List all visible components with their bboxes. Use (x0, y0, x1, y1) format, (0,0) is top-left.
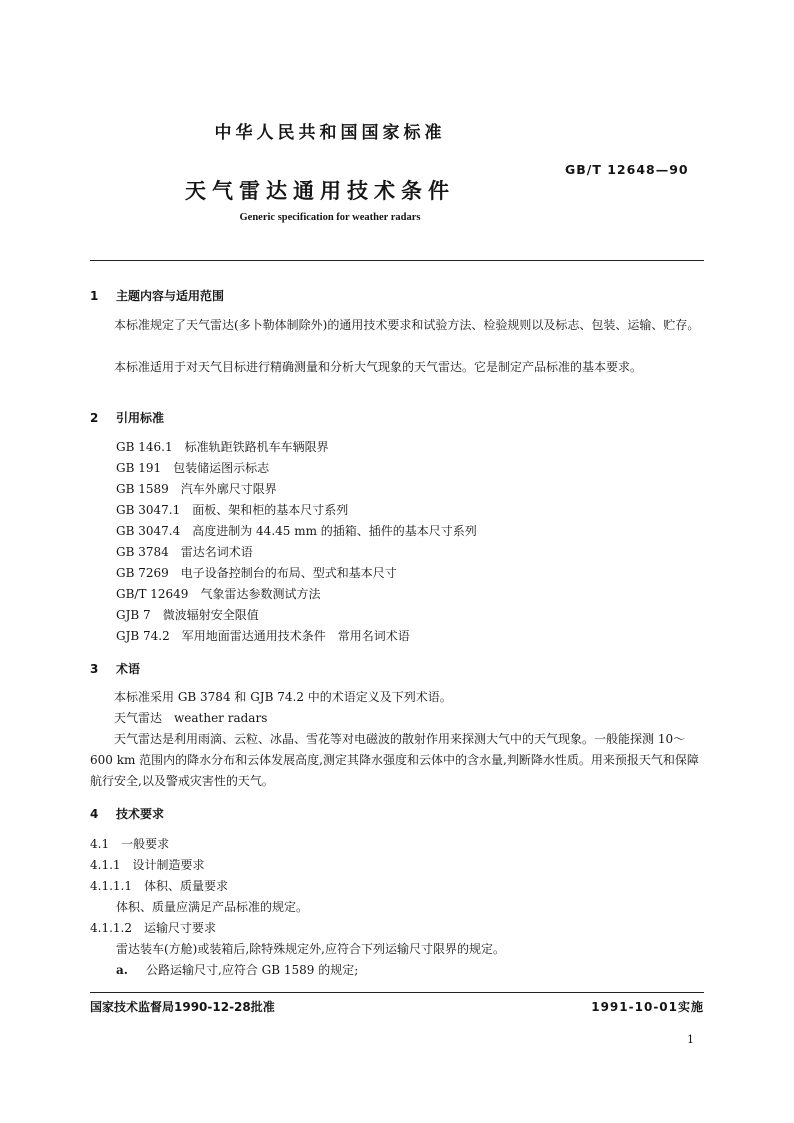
document-title: 天气雷达通用技术条件 (185, 179, 455, 203)
section-1-heading (90, 287, 224, 304)
approval-date: 国家技术监督局1990-12-28批准 (90, 1000, 275, 1014)
section-number: 4 (90, 807, 99, 821)
clause-4-1-1: 4.1.1 设计制造要求 (90, 858, 205, 872)
clause-4-1: 4.1 一般要求 (90, 837, 170, 851)
section-2-heading (90, 409, 164, 426)
clause-4-1-1-1: 4.1.1.1 体积、质量要求 (90, 879, 228, 893)
term-definition: 天气雷达是利用雨滴、云粒、冰晶、雪花等对电磁波的散射作用来探测大气中的天气现象。一般能探测 10～600 km 范围内的降水分布和云体发展高度,测定其降水强度和云体中的含水量,判断降水性质。用来预报天气和保障航行安全,以及警戒灾害性的天气。 (90, 732, 699, 788)
national-standard-title: 中华人民共和国国家标准 (214, 123, 446, 143)
reference-item: GB 3784 雷达名词术语 (116, 545, 253, 559)
section-4-heading (90, 805, 164, 822)
reference-item: GB 3047.1 面板、架和柜的基本尺寸系列 (116, 503, 349, 517)
effective-date: 1991-10-01实施 (591, 1000, 704, 1014)
standard-code: GB/T 12648—90 (565, 162, 689, 177)
section-1-paragraph-2: 本标准适用于对天气目标进行精确测量和分析大气现象的天气雷达。它是制定产品标准的基本要求。 (114, 360, 643, 374)
footer-divider (90, 992, 704, 993)
english-title: Generic specification for weather radars (239, 212, 421, 223)
section-3-heading (90, 660, 140, 677)
list-item-label: a. (116, 963, 128, 977)
page-number: 1 (687, 1033, 694, 1046)
section-number: 1 (90, 289, 99, 303)
header-divider (90, 260, 704, 261)
clause-4-1-1-2-text: 雷达装车(方舱)或装箱后,除特殊规定外,应符合下列运输尺寸限界的规定。 (116, 942, 505, 956)
list-item-text: 公路运输尺寸,应符合 GB 1589 的规定; (146, 963, 359, 977)
section-number: 2 (90, 411, 99, 425)
reference-item: GJB 74.2 军用地面雷达通用技术条件 常用名词术语 (116, 629, 410, 643)
reference-item: GB 1589 汽车外廓尺寸限界 (116, 482, 277, 496)
section-1-paragraph-1: 本标准规定了天气雷达(多卜勒体制除外)的通用技术要求和试验方法、检验规则以及标志、包装、运输、贮存。 (114, 318, 700, 332)
section-title: 术语 (116, 662, 141, 676)
reference-item: GB 3047.4 高度进制为 44.45 mm 的插箱、插件的基本尺寸系列 (116, 524, 477, 538)
clause-4-1-1-2: 4.1.1.2 运输尺寸要求 (90, 921, 216, 935)
term-weather-radar: 天气雷达 weather radars (114, 711, 268, 725)
list-item-a (116, 960, 358, 981)
section-title: 引用标准 (116, 411, 165, 425)
reference-item: GJB 7 微波辐射安全限值 (116, 608, 259, 622)
section-title: 技术要求 (116, 807, 165, 821)
reference-item: GB 191 包装储运图示标志 (116, 461, 270, 475)
reference-item: GB 7269 电子设备控制台的布局、型式和基本尺寸 (116, 566, 397, 580)
clause-4-1-1-1-text: 体积、质量应满足产品标准的规定。 (116, 900, 309, 914)
section-title: 主题内容与适用范围 (116, 289, 225, 303)
reference-item: GB 146.1 标准轨距铁路机车车辆限界 (116, 440, 329, 454)
reference-item: GB/T 12649 气象雷达参数测试方法 (116, 587, 321, 601)
section-3-paragraph-1: 本标准采用 GB 3784 和 GJB 74.2 中的术语定义及下列术语。 (114, 690, 452, 704)
reference-list (116, 437, 477, 647)
section-number: 3 (90, 662, 99, 676)
